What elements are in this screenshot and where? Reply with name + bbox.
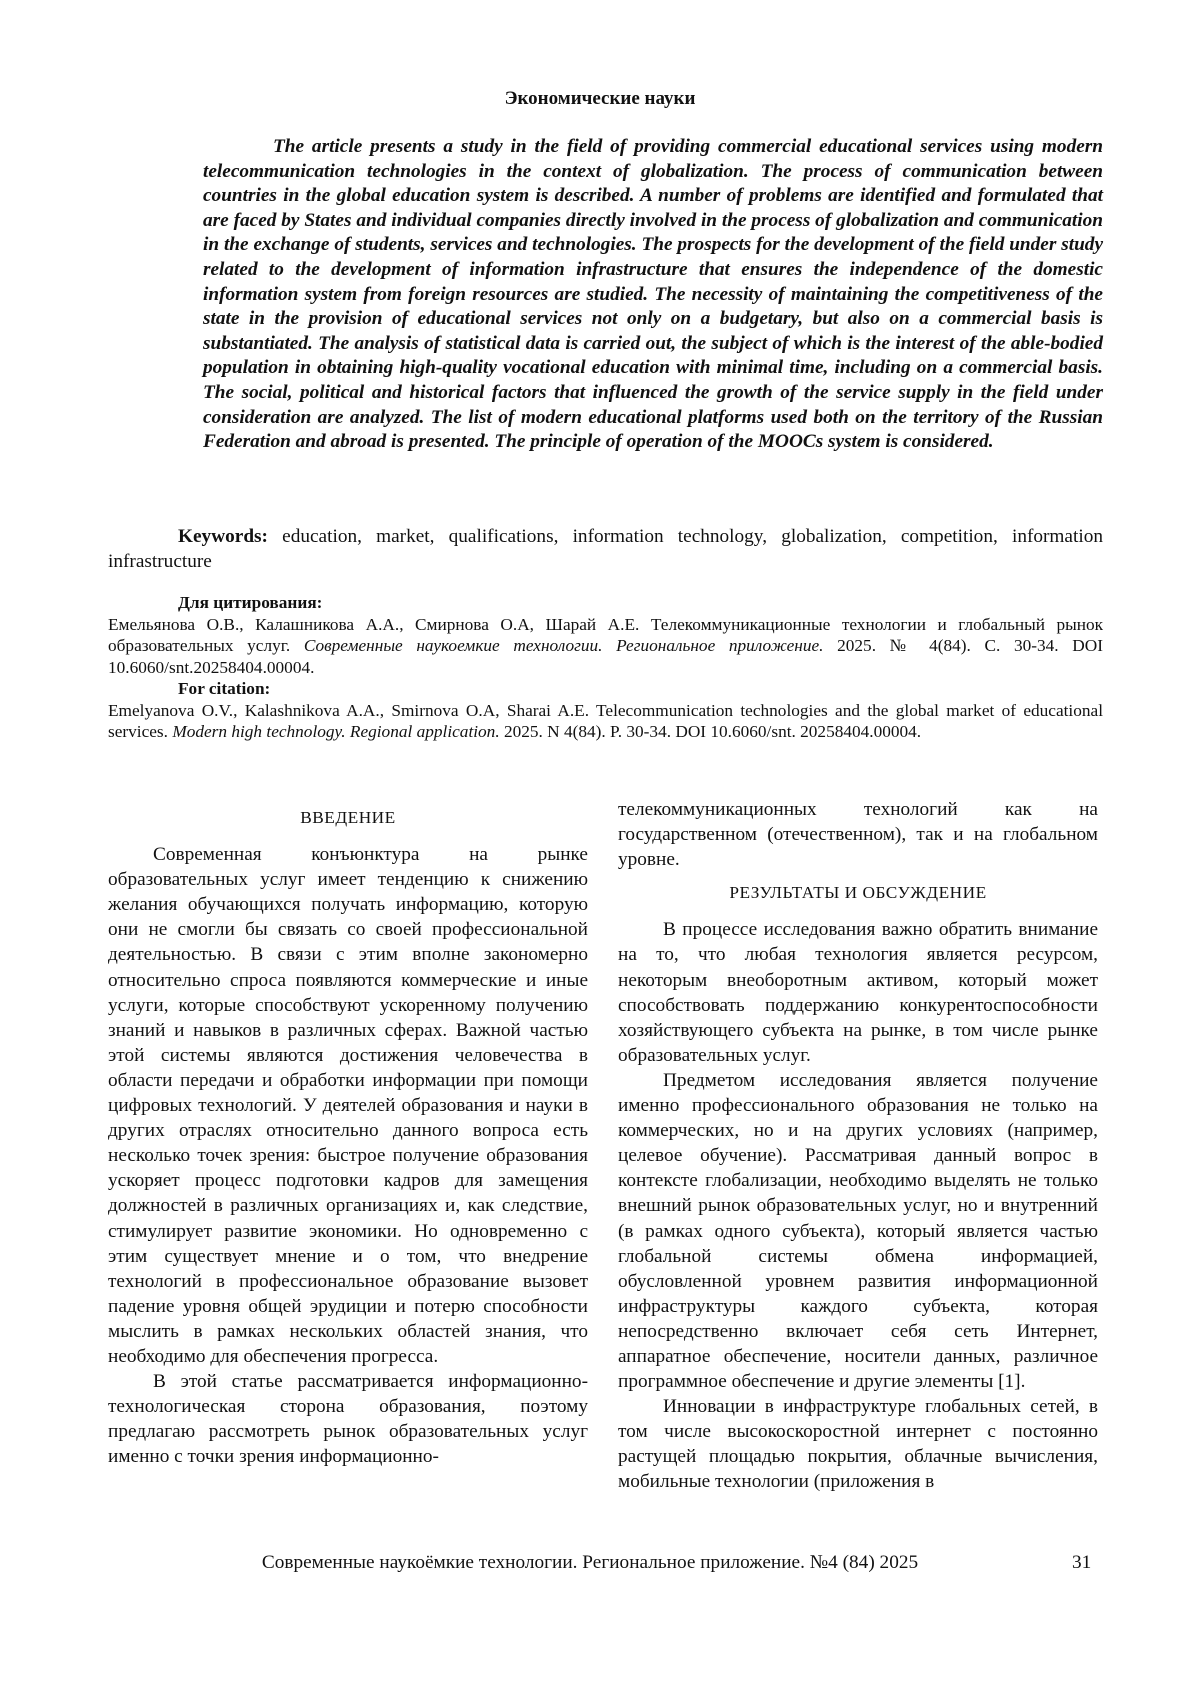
section-title: Экономические науки [504, 88, 696, 109]
citation-en-details: 2025. N 4(84). P. 30-34. DOI 10.6060/snt. 20258404.00004. [499, 722, 922, 741]
keywords [108, 524, 1103, 574]
abstract: The article presents a study in the field of providing commercial educational services using modern telecommunication technologies in the context of globalization. The process of communication between countries in the global education system is described. A number of problems are identified and formulated that are faced by States and individual companies directly involved in the process of globalization and communication in the exchange of students, services and technologies. The prospects for the development of the field under study related to the development of information infrastructure that ensures the independence of the domestic information system from foreign resources are studied. The necessity of maintaining the competitiveness of the state in the provision of educational services not only on a budgetary, but also on a commercial basis is substantiated. The analysis of statistical data is carried out, the subject of which is the interest of the able-bodied population in obtaining high-quality vocational education with minimal time, including on a commercial basis. The social, political and historical factors that influenced the growth of the service supply in the field under consideration are analyzed. The list of modern educational platforms used both on the territory of the Russian Federation and abroad is presented. The principle of operation of the MOOCs system is considered. [203, 136, 1103, 453]
left-column [108, 797, 588, 1469]
keywords-label: Keywords: [178, 526, 268, 547]
intro-paragraph-2: В этой статье рассматривается информационно-технологическая сторона образования, поэтому предлагаю рассмотреть рынок образовательных услуг именно с точки зрения информационно- [108, 1371, 588, 1468]
intro-paragraph-1: Современная конъюнктура на рынке образовательных услуг имеет тенденцию к снижению желания обучающихся получать информацию, которую они не смогли бы связать со своей профессиональной деятельностью. В связи с этим вполне закономерно относительно спроса появляются коммерческие и иные услуги, которые способствуют ускоренному получению знаний и навыков в различных сферах. Важной частью этой системы являются достижения человечества в области передачи и обработки информации при помощи цифровых технологий. У деятелей образования и науки в других отраслях относительно данного вопроса есть несколько точек зрения: быстрое получение образования ускоряет процесс подготовки кадров для замещения должностей в различных организациях и, как следствие, стимулирует развитие экономики. Но одновременно с этим существует мнение и о том, что внедрение технологий в профессиональное образование вызовет падение уровня общей эрудиции и потерю способности мыслить в рамках нескольких областей знания, что необходимо для обеспечения прогресса. [108, 844, 588, 1367]
citation-block [108, 592, 1103, 743]
citation-en-text [108, 700, 1103, 743]
intro-paragraph-2-continued: телекоммуникационных технологий как на государственном (отечественном), так и на глобальном уровне. [618, 799, 1098, 871]
results-paragraph-1: В процессе исследования важно обратить внимание на то, что любая технология является ресурсом, некоторым внеоборотным активом, который может способствовать поддержанию конкурентоспособности хозяйствующего субъекта на рынке, в том числе рынке образовательных услуг. [618, 919, 1098, 1066]
citation-en-heading: For citation: [178, 679, 271, 698]
citation-en-authors: Emelyanova O.V., Kalashnikova A.A., Smirnova O.A, Sharai A.E. Telecommunication technologies and the global market of educational services. [108, 700, 1103, 741]
journal-footer: Современные наукоёмкие технологии. Региональное приложение. №4 (84) 2025 [261, 1552, 919, 1573]
citation-ru-heading: Для цитирования: [178, 593, 323, 612]
page-number: 31 [1072, 1552, 1092, 1573]
citation-en-journal: Modern high technology. Regional application. [172, 722, 500, 741]
citation-ru-details: 2025. № 4(84). С. 30-34. DOI 10.6060/snt.20258404.00004. [108, 636, 1103, 677]
citation-ru-authors: Емельянова О.В., Калашникова А.А., Смирнова О.А, Шарай А.Е. Телекоммуникационные технологии и глобальный рынок образовательных услуг. [108, 614, 1103, 655]
keywords-text: education, market, qualifications, information technology, globalization, competition, information infrastructure [108, 526, 1103, 572]
citation-ru-journal: Современные наукоемкие технологии. Региональное приложение. [303, 636, 824, 655]
right-column [618, 797, 1098, 1495]
intro-heading: ВВЕДЕНИЕ [300, 808, 396, 827]
citation-ru-text [108, 614, 1103, 679]
results-paragraph-2: Предметом исследования является получение именно профессионального образования не только на коммерческих, но и на других условиях (например, целевое обучение). Рассматривая данный вопрос в контексте глобализации, необходимо выделять не только внешний рынок образовательных услуг, но и внутренний (в рамках одного субъекта), который является частью глобальной системы обмена информацией, обусловленной уровнем развития информационной инфраструктуры каждого субъекта, которая непосредственно включает себя сеть Интернет, аппаратное обеспечение, носители данных, различное программное обеспечение и другие элементы [1]. [618, 1069, 1098, 1393]
results-paragraph-3: Инновации в инфраструктуре глобальных сетей, в том числе высокоскоростной интернет с постоянно растущей площадью покрытия, облачные вычисления, мобильные технологии (приложения в [618, 1396, 1098, 1493]
results-heading: РЕЗУЛЬТАТЫ И ОБСУЖДЕНИЕ [729, 883, 987, 903]
